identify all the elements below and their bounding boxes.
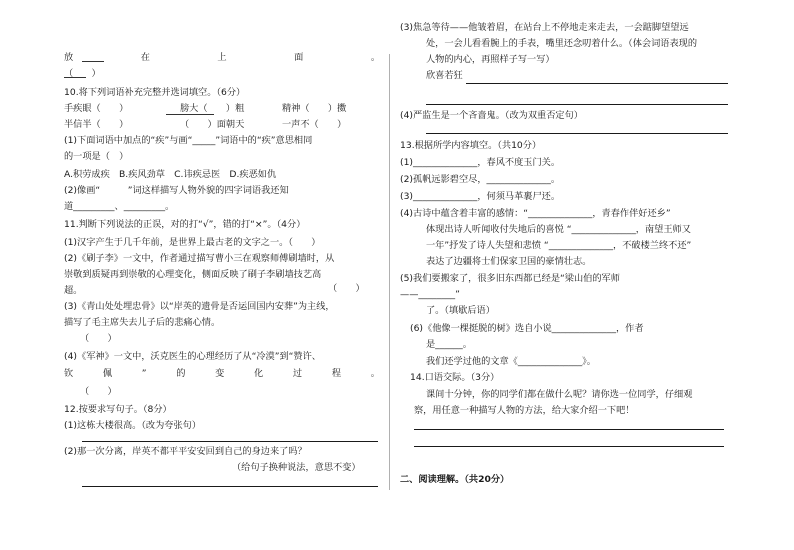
q11-2-line-b: 崇敬到质疑再到崇敬的心理变化，侧面反映了刷子李刷墙技艺高 [64,269,322,280]
q11-3-paren[interactable]: （ ） [80,333,117,344]
q10-word-4[interactable]: 半信半（ ） [64,119,129,130]
answer-line[interactable] [466,83,728,84]
answer-line[interactable] [414,429,724,430]
q12-3-prompt: 欣喜若狂 [426,70,463,81]
word-underline [64,77,86,78]
q11-3-line-b: 描写了毛主席失去儿子后的悲痛心情。 [64,317,221,328]
q10-title: 10.将下列词语补充完整并选词填空。（6分） [64,87,246,98]
q13-5-line-c: 了。（填歇后语） [426,305,495,316]
q13-2[interactable]: (2)孤帆远影碧空尽，______________。 [400,174,561,185]
q11-1: (1)汉字产生于几千年前，是世界上最古老的文字之一。（ ） [64,237,321,248]
q13-6-line-b[interactable]: 是______。 [426,339,472,350]
q11-4-line-b: 钦 佩 ” 的 变 化 过 程 。 [64,368,380,379]
q13-6-line-c[interactable]: 我们还学过他的文章《______________》。 [426,356,596,367]
q10-options: A.积劳成疾 B.疾风劲草 C.讳疾忌医 D.疾恶如仇 [64,169,277,180]
q13-4-line-c[interactable]: 一年”抒发了诗人失望和悲愤 “______________，不破楼兰终不还” [426,240,692,251]
q12-3-line-c: 人物的内心，再照样子写一写） [426,54,555,65]
answer-line[interactable] [82,441,378,442]
q12-3-line-b: 处，一会儿看看腕上的手表，嘴里还念叨着什么。（体会词语表现的 [426,38,698,49]
q11-title: 11.判断下列说法的正误，对的打“√”，错的打“×”。（4分） [64,219,306,230]
q14-title: 14.口语交际。（3分） [410,372,500,383]
section-2-heading: 二、阅读理解。（共20分） [400,474,510,485]
q13-title: 13.根据所学内容填空。（共10分） [400,140,542,151]
q13-5-line-a: (5)我们要搬家了，很多旧东西都已经是“梁山伯的军师 [400,273,620,284]
q11-3-line-a: (3)《青山处处埋忠骨》以“岸英的遗骨是否运回国内安葬”为主线， [64,301,335,312]
q10-word-3[interactable]: 精神（ ）擞 [282,103,347,114]
answer-line[interactable] [426,133,728,134]
word-underline [82,61,104,62]
q13-4-line-a[interactable]: (4)古诗中蕴含着丰富的感情：“______________，青春作伴好还乡” [400,208,671,219]
q10-2-line-a: (2)像画“ ”词这样描写人物外貌的四字词语我还知 [64,185,289,196]
q10-word-2[interactable]: 膀大（ ）粗 [180,103,245,114]
q10-word-1[interactable]: 手疾眼（ ） [64,103,129,114]
answer-line[interactable] [426,104,728,105]
q10-1-line-b: 的一项是（ ） [64,151,129,162]
q13-6-line-a[interactable]: (6)《他像一棵挺脱的树》选自小说______________，作者 [410,323,644,334]
q11-2-line-a: (2)《刷子李》一文中，作者通过描写曹小三在观察师傅刷墙时，从 [64,253,335,264]
column-divider [389,54,390,490]
q13-5-line-b[interactable]: ——________” [400,289,460,300]
q11-4-line-a: (4)《军神》一文中，沃克医生的心理经历了从“冷漠”到“赞许、 [64,351,321,362]
word-underline [166,114,214,115]
q13-4-line-b[interactable]: 体现出诗人听闻收付失地后的喜悦 “______________，南望王师又 [426,224,691,235]
q12-2-line-b: （给句子换种说法，意思不变） [232,462,361,473]
fang-line: 放 在 上 面 。 [64,52,380,63]
q10-word-6[interactable]: 一声不（ ） [282,119,347,130]
q12-4: (4)严监生是一个吝啬鬼。（改为双重否定句） [400,110,583,121]
q11-2-paren[interactable]: （ ） [328,283,365,294]
q12-1: (1)这栋大楼很高。（改为夸张句） [64,420,202,431]
q10-2-line-b[interactable]: 道_________、_________。 [64,201,175,212]
q12-2-line-a: (2)那一次分离，岸英不都平平安安回到自己的身边来了吗？ [64,446,307,457]
q10-1-line-a: (1)下面词语中加点的“疾”与画“_____”词语中的“疾”意思相同 [64,135,313,146]
answer-paren[interactable]: （ ） [64,68,101,79]
q13-4-line-d: 表达了边疆将士们保家卫国的豪情壮志。 [426,256,592,267]
answer-line[interactable] [414,446,724,447]
q12-3-line-a: (3)焦急等待——他皱着眉，在站台上不停地走来走去，一会踮脚望望远 [400,22,689,33]
answer-line[interactable] [82,486,378,487]
q14-line-a: 课间十分钟，你的同学们都在做什么呢？请你选一位同学，仔细观 [426,389,693,400]
q11-2-line-c: 超。 [64,285,83,296]
q12-title: 12.按要求写句子。（8分） [64,404,172,415]
q14-line-b: 察，用任意一种描写人物的方法，给大家介绍一下吧！ [414,405,635,416]
q11-4-paren[interactable]: （ ） [80,386,117,397]
q13-3[interactable]: (3)______________，何须马革裹尸还。 [400,191,561,202]
q13-1[interactable]: (1)______________，春风不度玉门关。 [400,157,561,168]
q10-word-5[interactable]: （ ）面朝天 [180,119,245,130]
